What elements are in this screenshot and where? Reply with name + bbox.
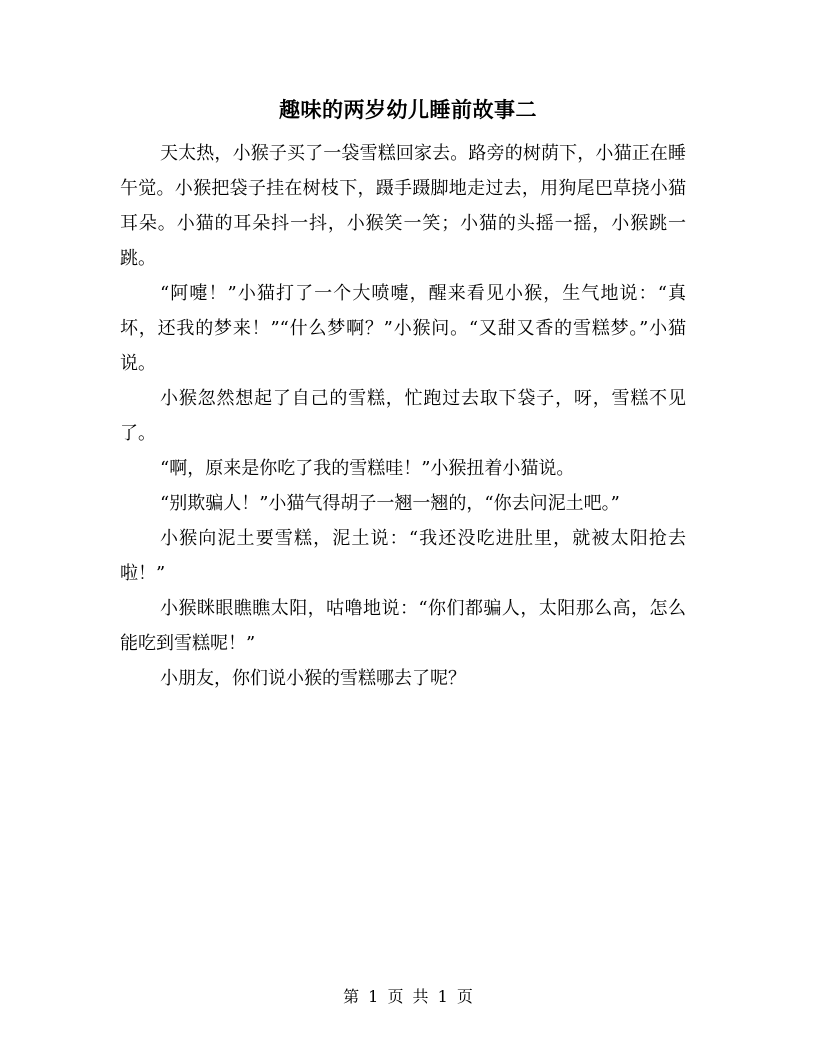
paragraph: “别欺骗人！”小猫气得胡子一翘一翘的，“你去问泥土吧。” xyxy=(160,493,620,514)
paragraph: 小朋友，你们说小猴的雪糕哪去了呢？ xyxy=(160,668,466,689)
paragraph: 天太热，小猴子买了一袋雪糕回家去。路旁的树荫下，小猫正在睡午觉。小猴把袋子挂在树枝下，蹑手蹑脚地走过去，用狗尾巴草挠小猫耳朵。小猫的耳朵抖一抖，小猴笑一笑；小猫的头摇一摇，小猴跳一跳。 xyxy=(120,143,686,269)
paragraph: “啊，原来是你吃了我的雪糕哇！”小猴扭着小猫说。 xyxy=(160,458,575,479)
story-body xyxy=(120,136,686,696)
paragraph: 小猴向泥土要雪糕，泥土说：“我还没吃进肚里，就被太阳抢去啦！” xyxy=(120,528,686,584)
page-number-footer: 第 1 页 共 1 页 xyxy=(343,987,473,1006)
paragraph: 小猴忽然想起了自己的雪糕，忙跑过去取下袋子，呀，雪糕不见了。 xyxy=(120,388,686,444)
document-title: 趣味的两岁幼儿睡前故事二 xyxy=(279,97,537,122)
paragraph: “阿嚏！”小猫打了一个大喷嚏，醒来看见小猴，生气地说：“真坏，还我的梦来！”“什么梦啊？”小猴问。“又甜又香的雪糕梦。”小猫说。 xyxy=(120,283,686,374)
paragraph: 小猴眯眼瞧瞧太阳，咕噜地说：“你们都骗人，太阳那么高，怎么能吃到雪糕呢！” xyxy=(120,598,686,654)
